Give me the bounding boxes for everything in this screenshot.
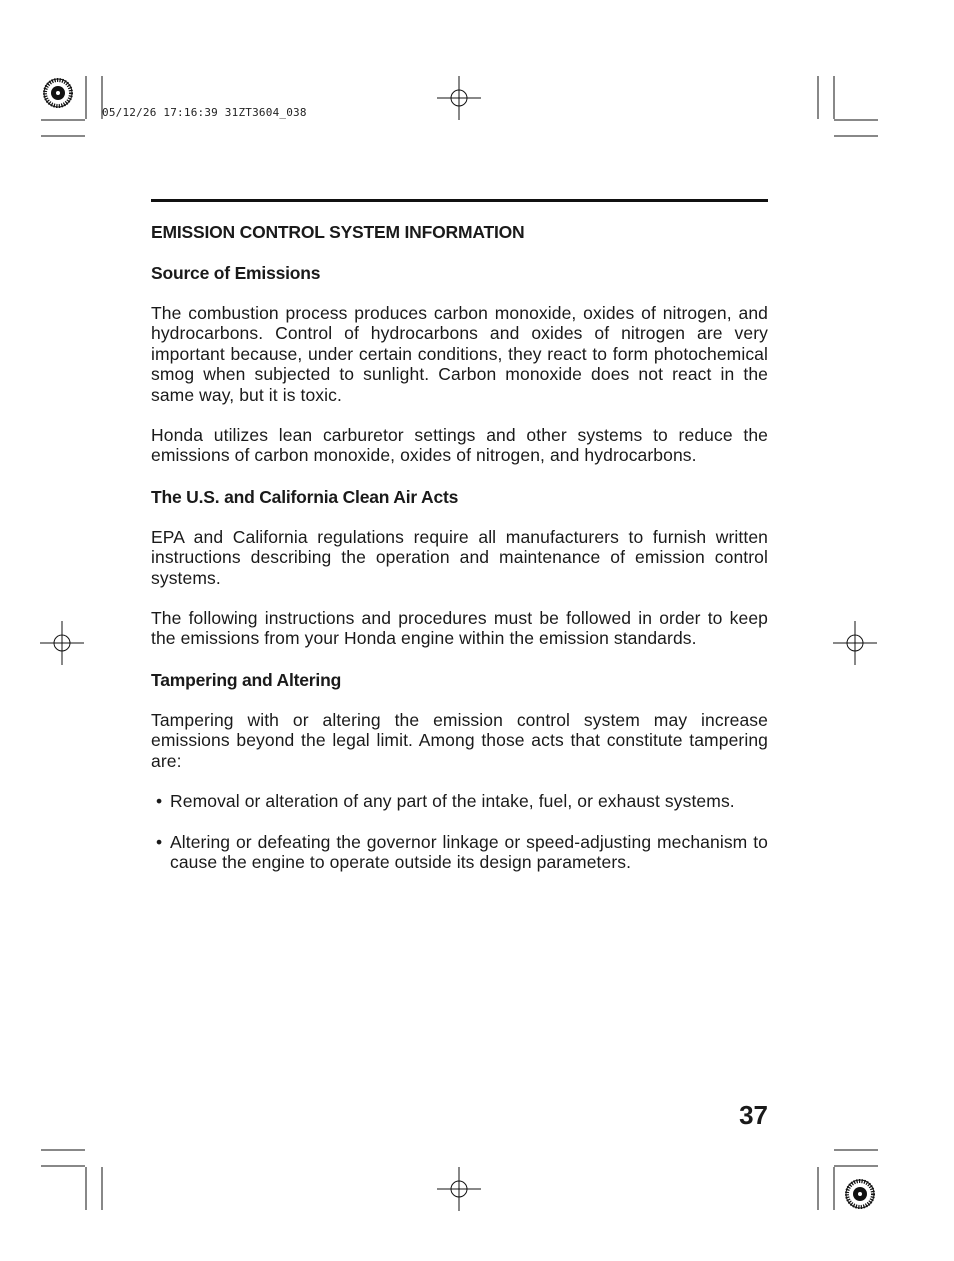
subheading: The U.S. and California Clean Air Acts xyxy=(151,486,459,507)
bullet-list-item xyxy=(151,791,768,811)
print-timestamp: 05/12/26 17:16:39 31ZT3604_038 xyxy=(102,106,307,119)
paragraph: The following instructions and procedures must be followed in order to keep the emissions from your Honda engine within the emission standards. xyxy=(151,608,768,649)
registration-crosshair-bottom xyxy=(437,1167,481,1211)
starburst-target-bottom-right xyxy=(846,1180,874,1208)
bullet-text: Altering or defeating the governor linkage or speed-adjusting mechanism to cause the engine to operate outside its design parameters. xyxy=(170,831,768,872)
page-number: 37 xyxy=(739,1100,768,1130)
header-rule xyxy=(151,199,768,202)
registration-crosshair-right xyxy=(833,621,877,665)
paragraph: Honda utilizes lean carburetor settings and other systems to reduce the emissions of carbon monoxide, oxides of nitrogen, and hydrocarbons. xyxy=(151,425,768,466)
subheading: Tampering and Altering xyxy=(151,669,342,690)
page-content xyxy=(151,221,768,892)
starburst-target-top-left xyxy=(44,79,72,107)
registration-crosshair-top xyxy=(437,76,481,120)
section-clean-air-acts xyxy=(151,486,768,649)
bullet-icon: • xyxy=(156,791,163,812)
paragraph: EPA and California regulations require all manufacturers to furnish written instructions describing the operation and maintenance of emission control systems. xyxy=(151,526,768,588)
registration-crosshair-left xyxy=(40,621,84,665)
bullet-text: Removal or alteration of any part of the intake, fuel, or exhaust systems. xyxy=(170,791,735,812)
bullet-list-item xyxy=(151,832,768,873)
section-tampering-and-altering xyxy=(151,669,768,872)
section-source-of-emissions xyxy=(151,262,768,466)
subheading: Source of Emissions xyxy=(151,263,321,283)
paragraph: Tampering with or altering the emission control system may increase emissions beyond the legal limit. Among those acts that constitute tampering are: xyxy=(151,709,768,771)
paragraph: The combustion process produces carbon monoxide, oxides of nitrogen, and hydrocarbons. Control of hydrocarbons and oxides of nitrogen are very important because, under certain conditions, they react to form photochemical smog when subjected to sunlight. Carbon monoxide does not react in the same way, but it is toxic. xyxy=(151,303,768,405)
bullet-icon: • xyxy=(156,831,163,852)
section-title: EMISSION CONTROL SYSTEM INFORMATION xyxy=(151,222,525,242)
